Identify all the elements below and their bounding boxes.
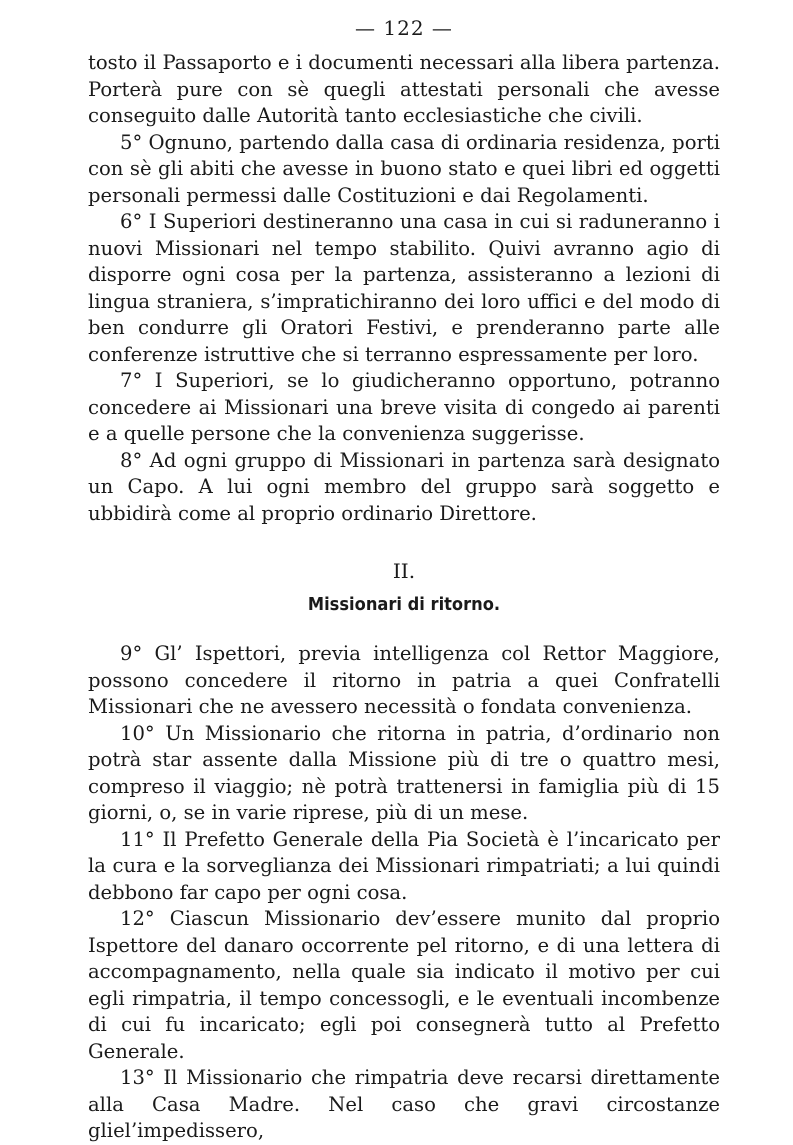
paragraph-article-13: 13° Il Missionario che rimpatria deve recarsi direttamente alla Casa Madre. Nel caso che gravi circostanze gliel’impedissero,	[88, 1066, 720, 1142]
paragraph-article-11: 11° Il Prefetto Generale della Pia Società è l’incaricato per la cura e la sorveglianza dei Missionari rimpatriati; a lui quindi debbono far capo per ogni cosa.	[88, 827, 720, 904]
paragraph-article-9: 9° Gl’ Ispettori, previa intelligenza col Rettor Maggiore, possono concedere il ritorno in patria a quei Confratelli Missionari che ne avessero necessità o fondata convenienza.	[88, 642, 720, 718]
paragraph-article-7: 7° I Superiori, se lo giudicheranno opportuno, potranno concedere ai Missionari una breve visita di congedo ai parenti e a quelle persone che la convenienza suggerisse.	[88, 369, 720, 445]
paragraph-article-5: 5° Ognuno, partendo dalla casa di ordinaria residenza, porti con sè gli abiti che avesse in buono stato e quei libri ed oggetti personali permessi dalle Costituzioni e dai Regolamenti.	[88, 130, 720, 207]
book-page	[88, 14, 720, 1145]
paragraph-continuation: tosto il Passaporto e i documenti necessari alla libera partenza. Porterà pure con sè quegli attestati personali che avesse conseguito dalle Autorità tanto ecclesiastiche che civili.	[88, 51, 720, 127]
paragraph-article-8: 8° Ad ogni gruppo di Missionari in partenza sarà designato un Capo. A lui ogni membro del gruppo sarà soggetto e ubbidirà come al proprio ordinario Direttore.	[88, 448, 720, 525]
section-title: Missionari di ritorno.	[307, 595, 501, 615]
paragraph-article-10: 10° Un Missionario che ritorna in patria, d’ordinario non potrà star assente dalla Missione più di tre o quattro mesi, compreso il viaggio; nè potrà trattenersi in famiglia più di 15 giorni, o, se in varie riprese, più di un mese.	[88, 721, 720, 824]
paragraph-article-6: 6° I Superiori destineranno una casa in cui si raduneranno i nuovi Missionari nel tempo stabilito. Quivi avranno agio di disporre ogni cosa per la partenza, assisteranno a lezioni di lingua straniera, s’impratichiranno dei loro uffici e del modo di ben condurre gli Oratori Festivi, e prenderanno parte alle conferenze istruttive che si terranno espressamente per loro.	[88, 210, 720, 366]
page-number: — 122 —	[355, 16, 453, 40]
section-number: II.	[392, 559, 416, 583]
paragraph-article-12: 12° Ciascun Missionario dev’essere munito dal proprio Ispettore del danaro occorrente pel ritorno, e di una lettera di accompagnamento, nella quale sia indicato il motivo per cui egli rimpatria, il tempo concessogli, e le eventuali incombenze di cui fu incaricato; egli poi consegnerà tutto al Prefetto Generale.	[88, 907, 720, 1063]
